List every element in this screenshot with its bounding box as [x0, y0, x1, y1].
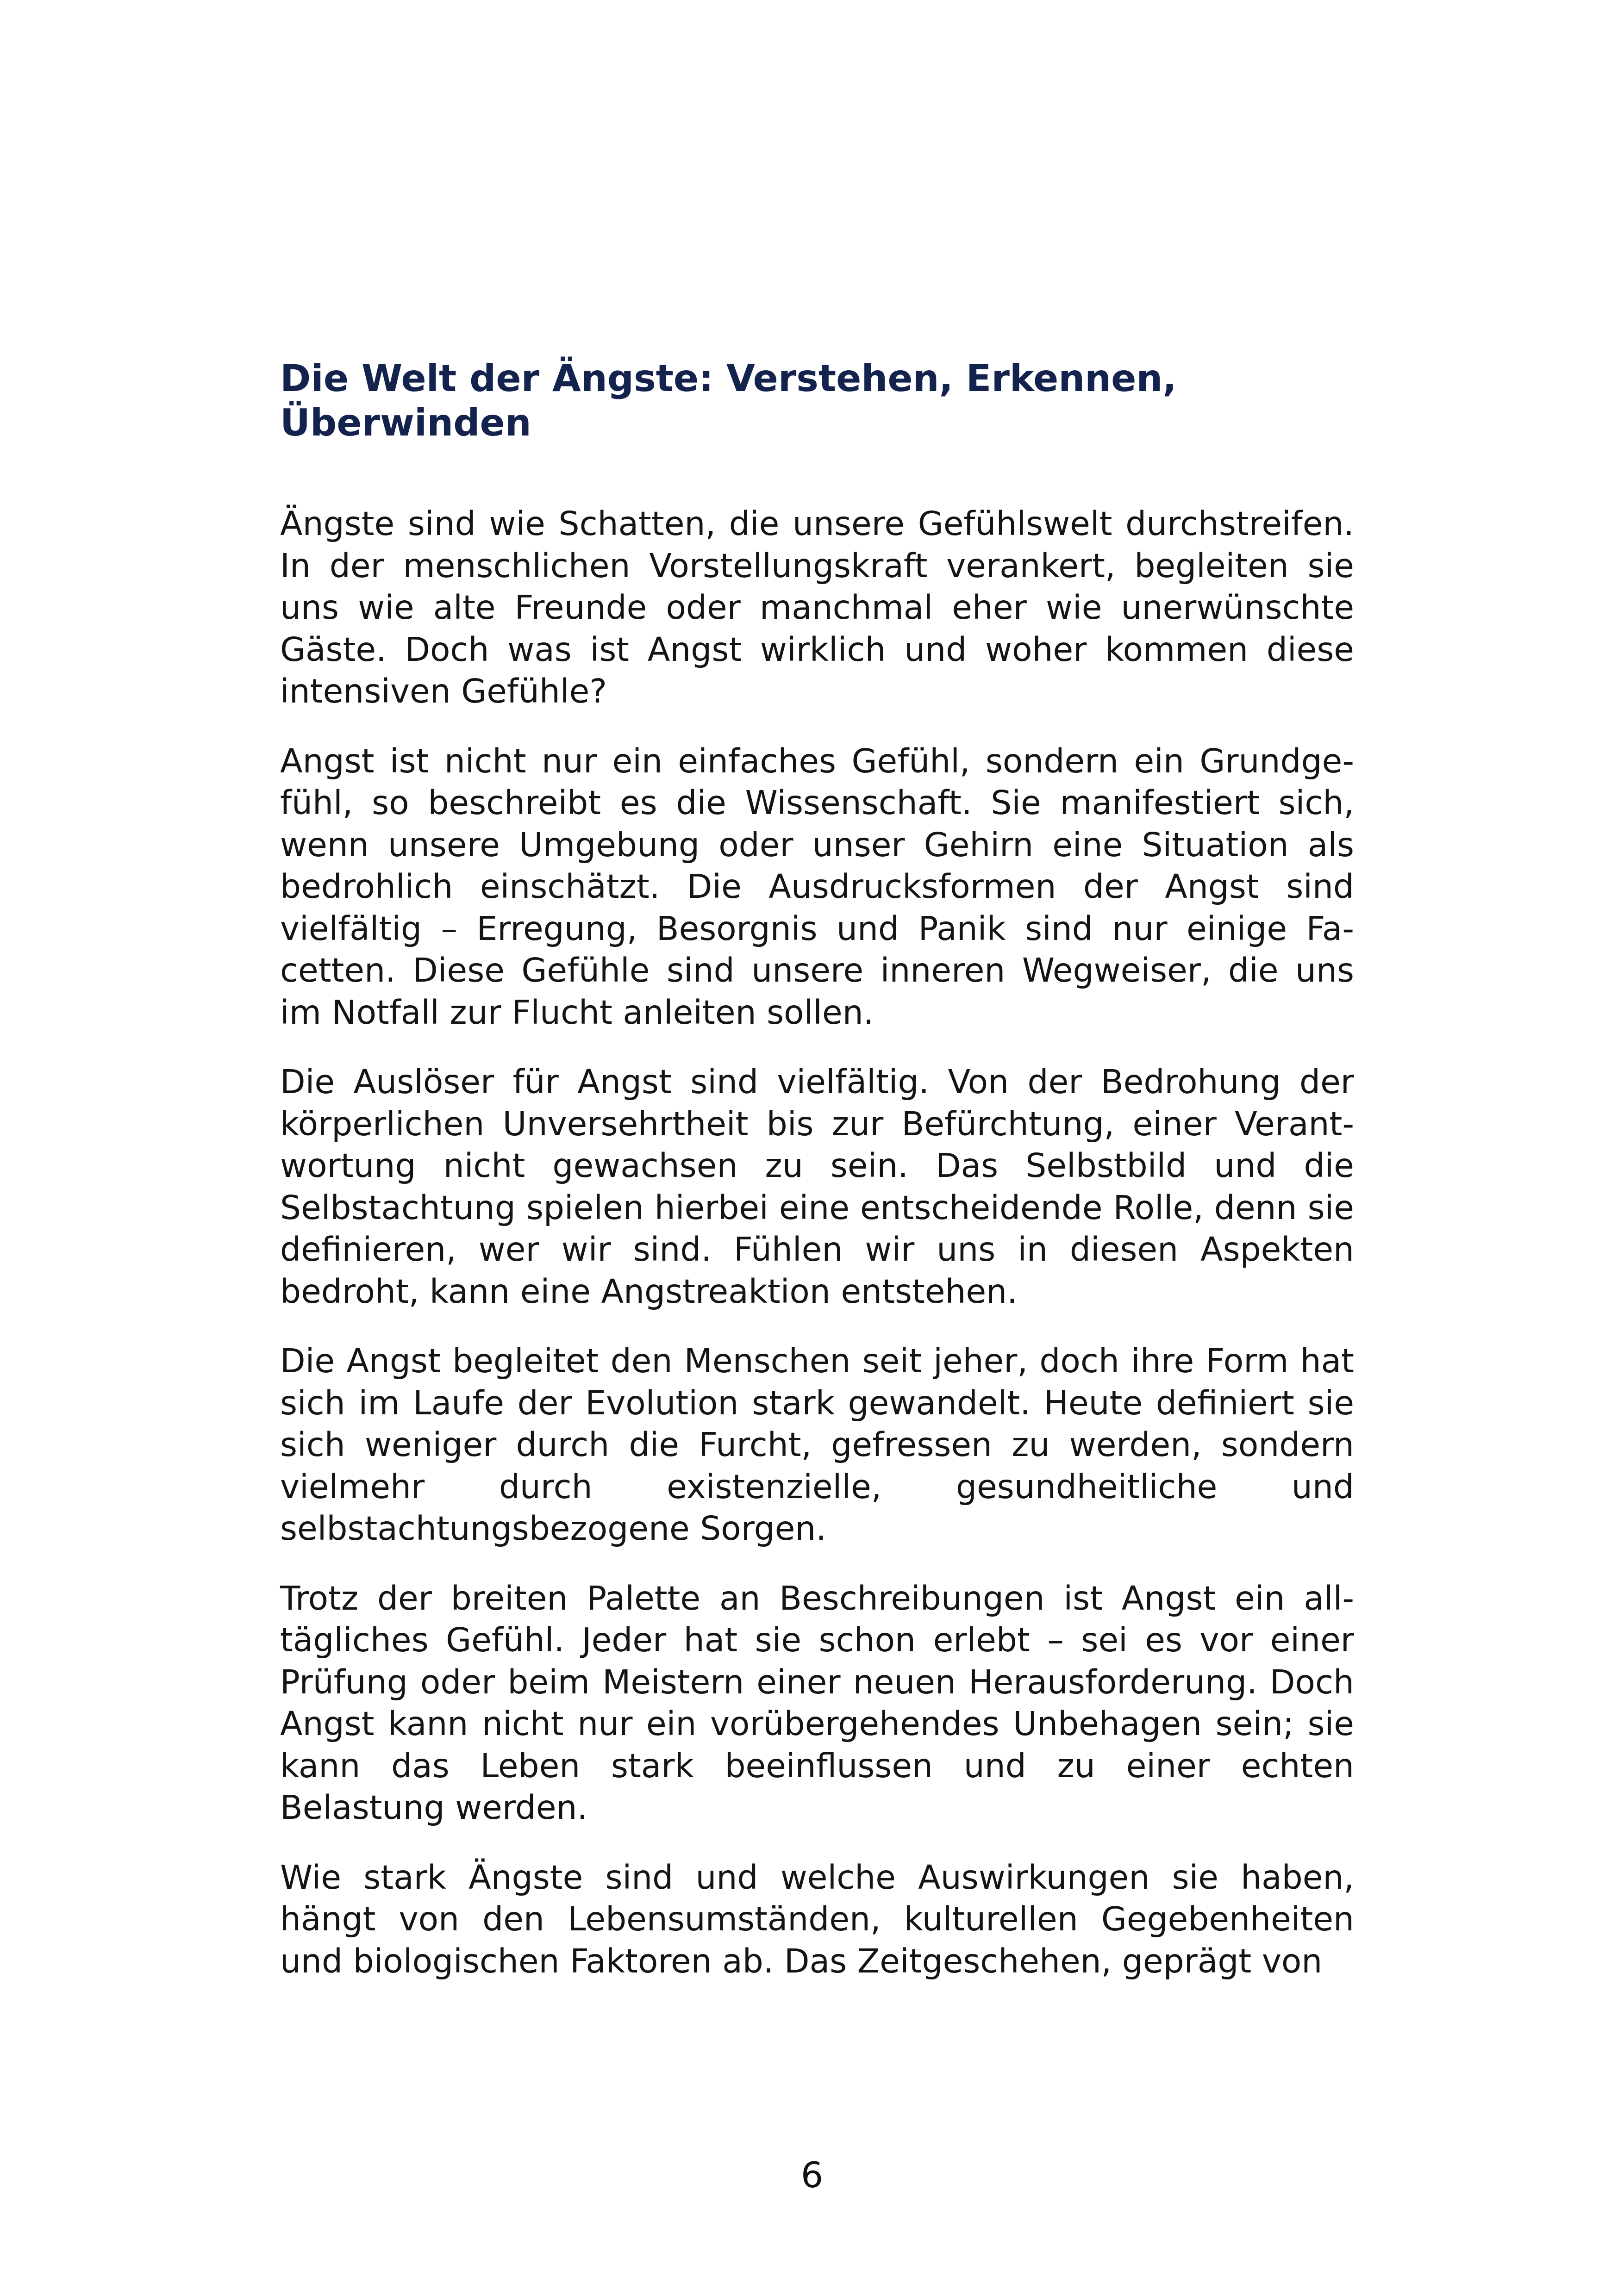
body-paragraph: Ängste sind wie Schatten, die unsere Gefühlswelt durchstreifen. In der menschlichen Vorstellungskraft verankert, begleiten sie uns wie alte Freunde oder manchmal eher wie unerwünschte Gäste. Doch was ist Angst wirklich und woher kommen diese intensiven Gefühle? [280, 504, 1354, 710]
body-paragraph: Die Auslöser für Angst sind vielfältig. Von der Bedrohung der körperlichen Unversehrtheit bis zur Befürchtung, einer Verantwortung nicht gewachsen zu sein. Das Selbstbild und die Selbstachtung spielen hierbei eine entscheidende Rolle, denn sie definieren, wer wir sind. Fühlen wir uns in diesen Aspekten bedroht, kann eine Angstreaktion entstehen. [280, 1063, 1354, 1311]
body-paragraph: Trotz der breiten Palette an Beschreibungen ist Angst ein alltägliches Gefühl. Jeder hat sie schon erlebt – sei es vor einer Prüfung oder beim Meistern einer neuen Herausforderung. Doch Angst kann nicht nur ein vorübergehendes Unbehagen sein; sie kann das Leben stark beeinflussen und zu einer echten Belastung werden. [280, 1579, 1354, 1827]
body-paragraph: Wie stark Ängste sind und welche Auswirkungen sie haben, hängt von den Lebensumständen, kulturellen Gegebenheiten und biologischen Faktoren ab. Das Zeitgeschehen, geprägt von [280, 1858, 1354, 1980]
page-number: 6 [800, 2154, 824, 2196]
chapter-title: Die Welt der Ängste: Verstehen, Erkennen, Überwinden [280, 357, 1177, 444]
body-paragraph: Angst ist nicht nur ein einfaches Gefühl, sondern ein Grundgefühl, so beschreibt es die Wissenschaft. Sie manifestiert sich, wenn unsere Umgebung oder unser Gehirn eine Situation als bedrohlich einschätzt. Die Ausdrucksformen der Angst sind vielfältig – Erregung, Besorgnis und Panik sind nur einige Facetten. Diese Gefühle sind unsere inneren Wegweiser, die uns im Notfall zur Flucht anleiten sollen. [280, 741, 1354, 1032]
page-content [280, 356, 1354, 2010]
body-paragraph: Die Angst begleitet den Menschen seit jeher, doch ihre Form hat sich im Laufe der Evolution stark gewandelt. Heute definiert sie sich weniger durch die Furcht, gefressen zu werden, sondern vielmehr durch existenzielle, gesundheitliche und selbstachtungsbezogene Sorgen. [280, 1342, 1354, 1548]
